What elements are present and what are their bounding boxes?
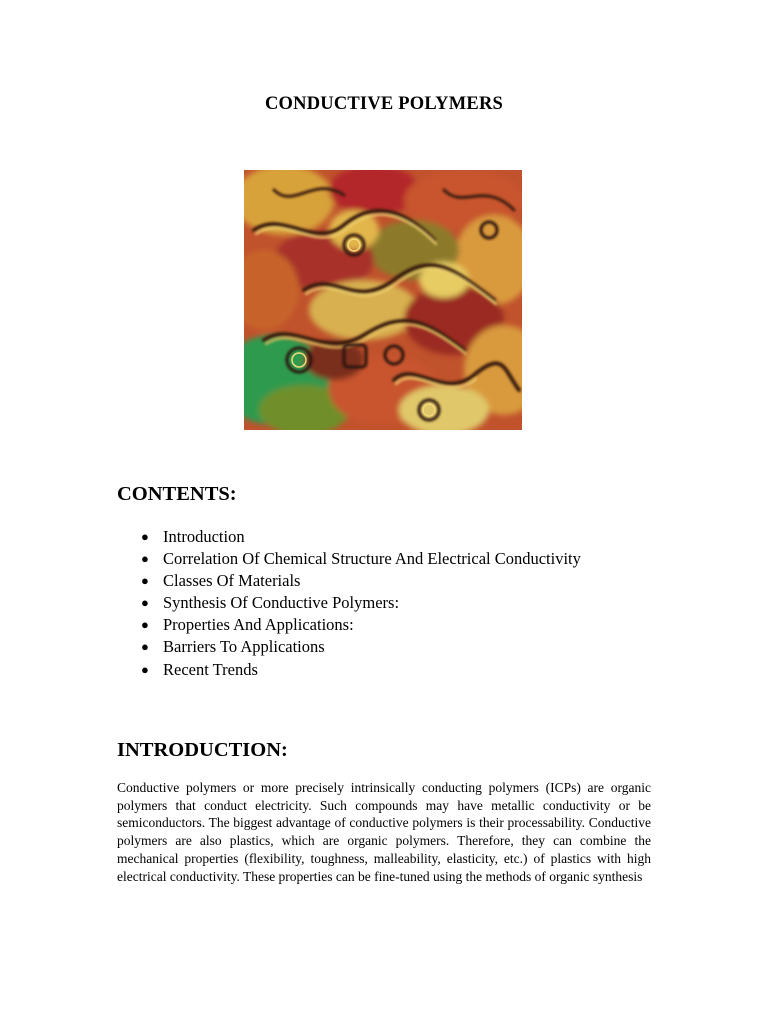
bullet-icon: ● [141,573,149,589]
list-item [117,659,581,681]
introduction-paragraph: Conductive polymers or more precisely intrinsically conducting polymers (ICPs) are organic polymers that conduct electricity. Such compounds may have metallic conductivity or be semiconductors. The biggest advantage of conductive polymers is their processability. Conductive polymers are also plastics, which are organic polymers. Therefore, they can combine the mechanical properties (flexibility, toughness, malleability, elasticity, etc.) of plastics with high electrical conductivity. These properties can be fine-tuned using the methods of organic synthesis [117,780,651,884]
list-item-label: Synthesis Of Conductive Polymers: [163,593,400,613]
list-item-label: Introduction [163,527,245,546]
list-item [117,548,581,570]
list-item-label: Correlation Of Chemical Structure And Electrical Conductivity [163,549,581,569]
document-title: CONDUCTIVE POLYMERS [265,94,503,114]
list-item [117,570,581,592]
list-item [117,614,581,636]
list-item [117,592,581,614]
bullet-icon: ● [141,529,149,544]
bullet-icon: ● [141,595,149,611]
list-item-label: Barriers To Applications [163,637,325,657]
list-item-label: Recent Trends [163,659,258,679]
list-item-label: Properties And Applications: [163,615,354,635]
bullet-icon: ● [141,661,149,677]
polymer-texture-image [244,170,522,430]
bullet-icon: ● [141,639,149,655]
introduction-heading: INTRODUCTION: [117,739,288,761]
contents-list [117,526,581,681]
list-item [117,636,581,658]
bullet-icon: ● [141,617,149,633]
contents-heading: CONTENTS: [117,483,237,505]
list-item-label: Classes Of Materials [163,571,301,591]
bullet-icon: ● [141,551,149,567]
list-item [117,526,581,548]
